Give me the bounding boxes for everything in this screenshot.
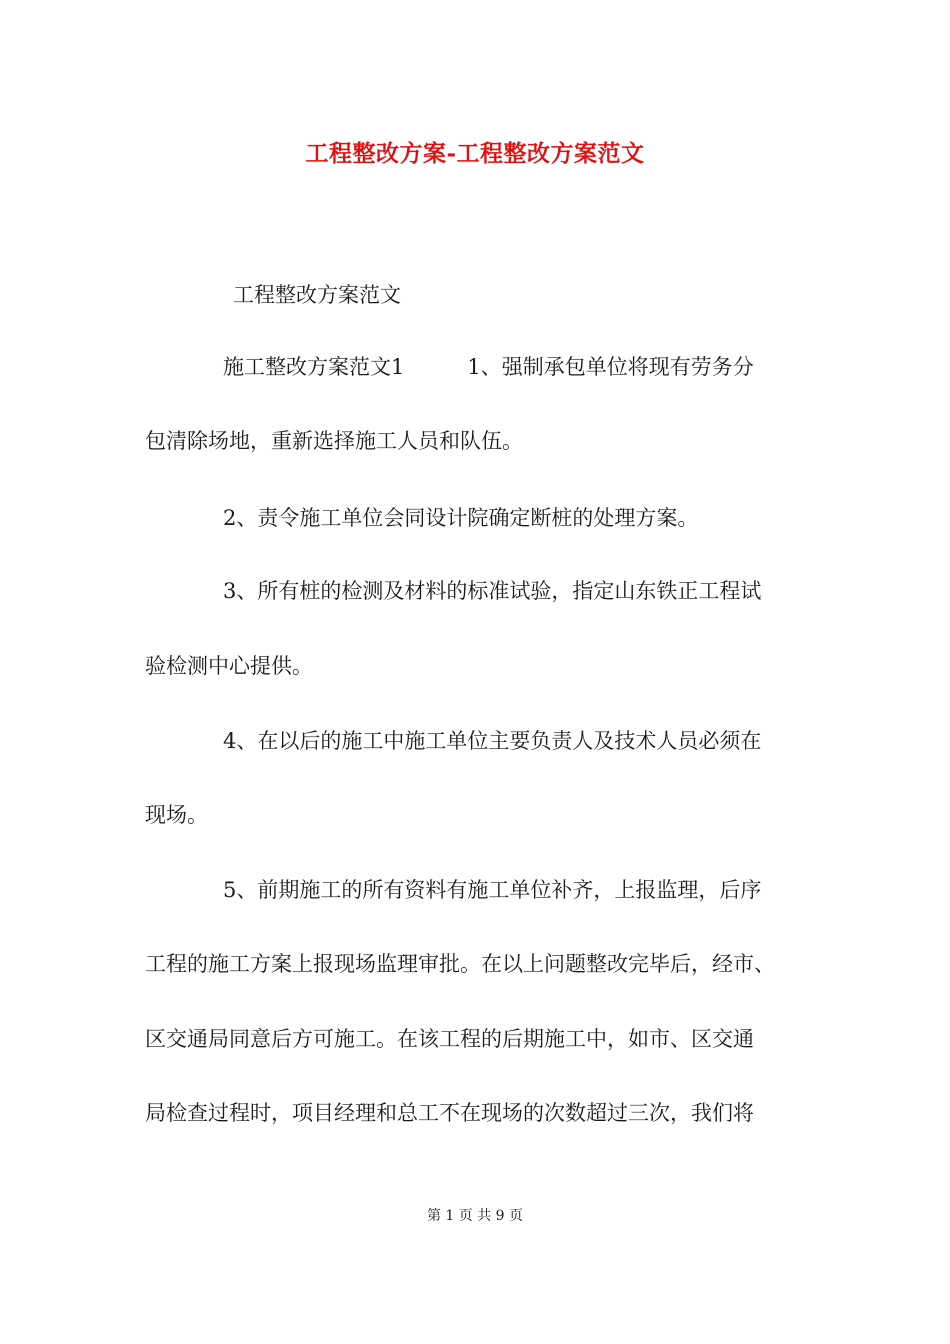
paragraph-line: 验检测中心提供。 [145,654,313,678]
paragraph-line: 施工整改方案范文1 1、强制承包单位将现有劳务分 [223,355,754,379]
paragraph-line: 3、所有桩的检测及材料的标准试验，指定山东铁正工程试 [223,579,762,603]
paragraph-line: 工程的施工方案上报现场监理审批。在以上问题整改完毕后，经市、 [145,952,775,976]
paragraph-line: 2、责令施工单位会同设计院确定断桩的处理方案。 [223,506,699,530]
paragraph-line: 局检查过程时，项目经理和总工不在现场的次数超过三次，我们将 [145,1101,754,1125]
paragraph-line: 4、在以后的施工中施工单位主要负责人及技术人员必须在 [223,729,762,753]
paragraph-line: 包清除场地，重新选择施工人员和队伍。 [145,429,523,453]
document-title: 工程整改方案-工程整改方案范文 [305,140,645,167]
section-heading: 工程整改方案范文 [233,283,401,307]
paragraph-line: 5、前期施工的所有资料有施工单位补齐，上报监理，后序 [223,878,762,902]
page-number-footer: 第 1 页 共 9 页 [426,1208,524,1224]
paragraph-line: 区交通局同意后方可施工。在该工程的后期施工中，如市、区交通 [145,1027,754,1051]
paragraph-line: 现场。 [145,803,208,827]
